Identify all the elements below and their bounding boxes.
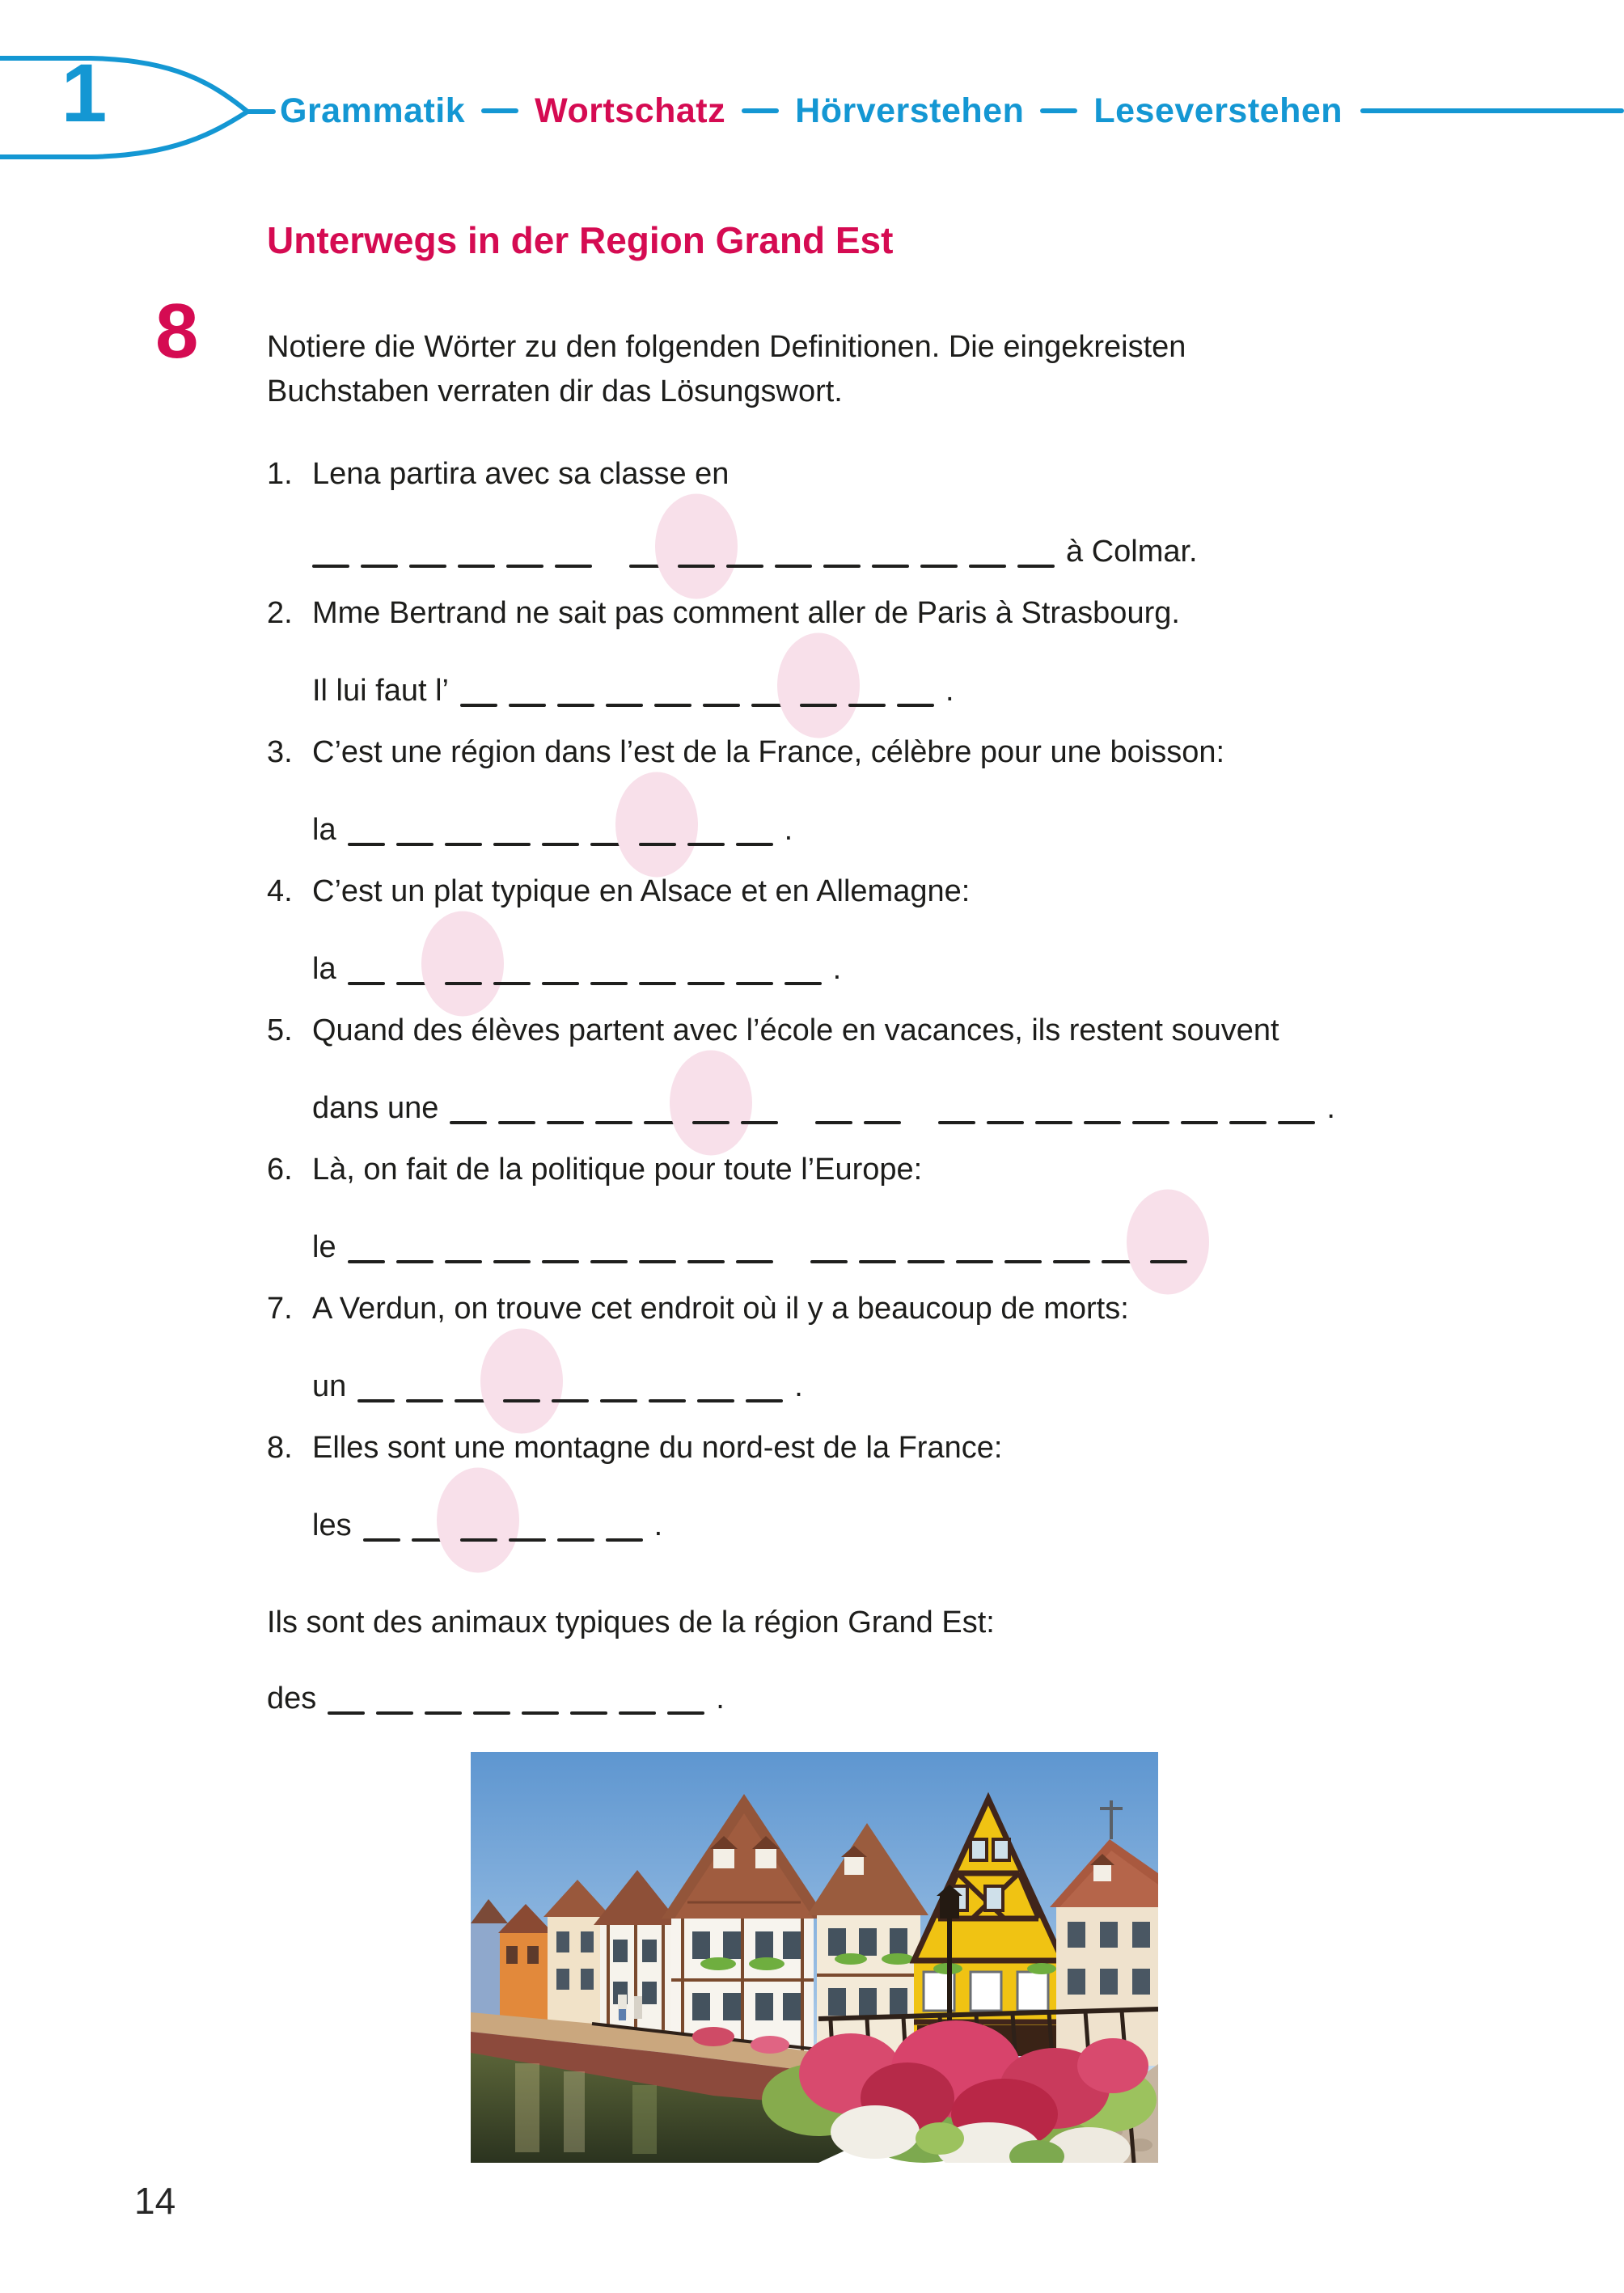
answer-blank [800, 704, 837, 707]
answer-blank [406, 1399, 443, 1402]
item-sentence: Quand des élèves partent avec l’école en vacances, ils restent souvent [312, 1013, 1279, 1047]
answer-blank [907, 1260, 945, 1263]
answer-blank [542, 982, 579, 985]
answer-blank [938, 1121, 975, 1124]
answer-blank [357, 1399, 395, 1402]
blank-line-word: le [312, 1230, 336, 1264]
blank-line-word: la [312, 952, 336, 986]
answer-blank [1181, 1121, 1218, 1124]
answer-blank [445, 1260, 482, 1263]
answer-blank [542, 843, 579, 846]
answer-blank-line [312, 946, 1529, 992]
answer-blank [460, 1538, 497, 1542]
answer-blank [687, 1260, 725, 1263]
answer-blank [639, 982, 676, 985]
blank-line-word: dans une [312, 1091, 439, 1125]
answer-blank [547, 1121, 584, 1124]
header-rule [1360, 108, 1624, 113]
tab-grammatik[interactable]: Grammatik [280, 91, 466, 130]
blank-line-word: . [1326, 1091, 1335, 1125]
answer-blank [493, 843, 531, 846]
blank-line-word: . [653, 1508, 663, 1542]
item-number: 3. [267, 735, 293, 769]
item-number: 4. [267, 874, 293, 908]
answer-blank [450, 1121, 487, 1124]
item-sentence: Mme Bertrand ne sait pas comment aller de Paris à Strasbourg. [312, 596, 1180, 630]
list-item [267, 1008, 1529, 1131]
answer-blank [956, 1260, 993, 1263]
definition-list [267, 451, 1529, 1564]
answer-blank [458, 565, 495, 568]
answer-blank [606, 704, 643, 707]
answer-blank [460, 704, 497, 707]
item-sentence: C’est une région dans l’est de la France, célèbre pour une boisson: [312, 735, 1225, 769]
answer-blank [473, 1711, 510, 1715]
answer-blank [746, 1399, 783, 1402]
answer-blank [1084, 1121, 1121, 1124]
answer-blank [328, 1711, 365, 1715]
list-item [267, 1147, 1529, 1270]
colmar-canal-houses-photo [471, 1752, 1158, 2163]
blank-line-word: . [832, 952, 842, 986]
tab-separator-dash [1040, 108, 1077, 113]
answer-blank [600, 1399, 637, 1402]
item-number: 2. [267, 596, 293, 630]
circled-letter-blank [503, 1364, 552, 1409]
item-sentence: Elles sont une montagne du nord-est de la France: [312, 1431, 1003, 1465]
item-number: 5. [267, 1013, 293, 1047]
blank-line-word: la [312, 813, 336, 847]
answer-blank [509, 704, 546, 707]
item-number: 1. [267, 457, 293, 491]
exercise-number: 8 [155, 288, 199, 374]
blank-line-word: . [1198, 1230, 1207, 1264]
page-title: Unterwegs in der Region Grand Est [267, 219, 894, 261]
answer-blank [687, 843, 725, 846]
answer-blank [810, 1260, 848, 1263]
list-item [267, 590, 1529, 713]
answer-blank-line [312, 529, 1529, 574]
page-number: 14 [134, 2180, 176, 2222]
answer-blank [703, 704, 740, 707]
list-item [267, 1286, 1529, 1409]
answer-blank [897, 704, 934, 707]
instruction-line: Notiere die Wörter zu den folgenden Definitionen. Die eingekreisten [267, 330, 1186, 364]
answer-blank-line [312, 668, 1529, 713]
answer-blank [859, 1260, 896, 1263]
answer-blank [409, 565, 446, 568]
answer-blank [687, 982, 725, 985]
answer-blank [348, 1260, 385, 1263]
answer-blank [376, 1711, 413, 1715]
answer-blank [639, 1260, 676, 1263]
answer-blank [396, 1260, 433, 1263]
answer-blank [697, 1399, 734, 1402]
list-item [267, 451, 1529, 574]
item-number: 8. [267, 1431, 293, 1465]
answer-blank [425, 1711, 462, 1715]
answer-blank [522, 1711, 559, 1715]
tab-leseverstehen[interactable]: Leseverstehen [1093, 91, 1343, 130]
answer-blank [864, 1121, 901, 1124]
answer-blank [1035, 1121, 1072, 1124]
exercise-instruction [267, 325, 1186, 414]
answer-blank [848, 704, 886, 707]
answer-blank-line [312, 1503, 1529, 1548]
list-item [267, 869, 1529, 992]
answer-blank [595, 1121, 632, 1124]
answer-blank [557, 1538, 594, 1542]
answer-blank [557, 704, 594, 707]
answer-blank [726, 565, 763, 568]
answer-blank [654, 704, 691, 707]
item-number: 6. [267, 1153, 293, 1187]
answer-blank-line [312, 807, 1529, 852]
item-sentence: Lena partira avec sa classe en [312, 457, 730, 491]
circled-letter-blank [445, 946, 493, 992]
blank-line-word: . [945, 674, 954, 708]
blank-line-word: des [267, 1682, 317, 1716]
answer-blank [552, 1399, 589, 1402]
blank-line-word: un [312, 1369, 347, 1403]
answer-blank [555, 565, 592, 568]
circled-letter-blank [678, 529, 726, 574]
instruction-line: Buchstaben verraten dir das Lösungswort. [267, 374, 843, 408]
blank-line-word: les [312, 1508, 352, 1542]
answer-blank [815, 1121, 852, 1124]
answer-blank [823, 565, 861, 568]
tab-wortschatz[interactable]: Wortschatz [535, 91, 726, 130]
answer-blank [692, 1121, 730, 1124]
answer-blank-line [312, 1225, 1529, 1270]
answer-blank [590, 982, 628, 985]
answer-blank [396, 843, 433, 846]
answer-blank [570, 1711, 607, 1715]
circled-letter-blank [800, 668, 848, 713]
answer-blank [348, 843, 385, 846]
item-sentence: Là, on fait de la politique pour toute l’Europe: [312, 1153, 923, 1187]
answer-blank [736, 1260, 773, 1263]
answer-blank [872, 565, 909, 568]
circled-letter-blank [460, 1503, 509, 1548]
circled-letter-blank [692, 1085, 741, 1131]
answer-blank [363, 1538, 400, 1542]
circled-letter-blank [639, 807, 687, 852]
answer-blank [1229, 1121, 1267, 1124]
blank-line-word: Il lui faut l’ [312, 674, 449, 708]
answer-blank [606, 1538, 643, 1542]
answer-blank [590, 1260, 628, 1263]
list-item [267, 1425, 1529, 1548]
answer-blank [1004, 1260, 1042, 1263]
answer-blank [920, 565, 958, 568]
answer-blank [509, 1538, 546, 1542]
answer-blank-line [312, 1364, 1529, 1409]
answer-blank [736, 843, 773, 846]
answer-blank [506, 565, 543, 568]
answer-blank [1017, 565, 1055, 568]
tab-separator-dash [481, 108, 518, 113]
blank-line-word: . [794, 1369, 803, 1403]
answer-blank [445, 843, 482, 846]
header-tabs [280, 87, 1624, 134]
answer-blank [736, 982, 773, 985]
answer-blank [1053, 1260, 1090, 1263]
answer-blank [969, 565, 1006, 568]
item-sentence: C’est un plat typique en Alsace et en Allemagne: [312, 874, 971, 908]
blank-line-word: . [784, 813, 793, 847]
list-item [267, 730, 1529, 852]
answer-blank [619, 1711, 656, 1715]
answer-blank [639, 843, 676, 846]
answer-blank [1150, 1260, 1187, 1263]
unit-number: 1 [61, 47, 108, 139]
answer-blank [493, 982, 531, 985]
blank-line-word: à Colmar. [1066, 535, 1198, 569]
answer-blank [312, 565, 349, 568]
answer-blank [445, 982, 482, 985]
answer-blank [785, 982, 822, 985]
answer-blank [1278, 1121, 1315, 1124]
answer-blank [503, 1399, 540, 1402]
answer-blank [678, 565, 715, 568]
answer-blank [649, 1399, 686, 1402]
answer-blank [1132, 1121, 1169, 1124]
blank-line-word: . [716, 1682, 725, 1716]
tab-separator-dash [742, 108, 779, 113]
solution-sentence: Ils sont des animaux typiques de la région Grand Est: [267, 1606, 995, 1639]
tab-hoerverstehen[interactable]: Hörverstehen [795, 91, 1025, 130]
answer-blank [775, 565, 812, 568]
answer-blank [348, 982, 385, 985]
solution-blank-line [267, 1676, 995, 1721]
item-sentence: A Verdun, on trouve cet endroit où il y a beaucoup de morts: [312, 1292, 1129, 1326]
answer-blank [498, 1121, 535, 1124]
answer-blank [493, 1260, 531, 1263]
answer-blank [987, 1121, 1024, 1124]
answer-blank [542, 1260, 579, 1263]
solution-section [267, 1600, 995, 1737]
circled-letter-blank [1150, 1225, 1199, 1270]
answer-blank [667, 1711, 704, 1715]
answer-blank [361, 565, 398, 568]
answer-blank [741, 1121, 778, 1124]
answer-blank-line [312, 1085, 1529, 1131]
item-number: 7. [267, 1292, 293, 1326]
